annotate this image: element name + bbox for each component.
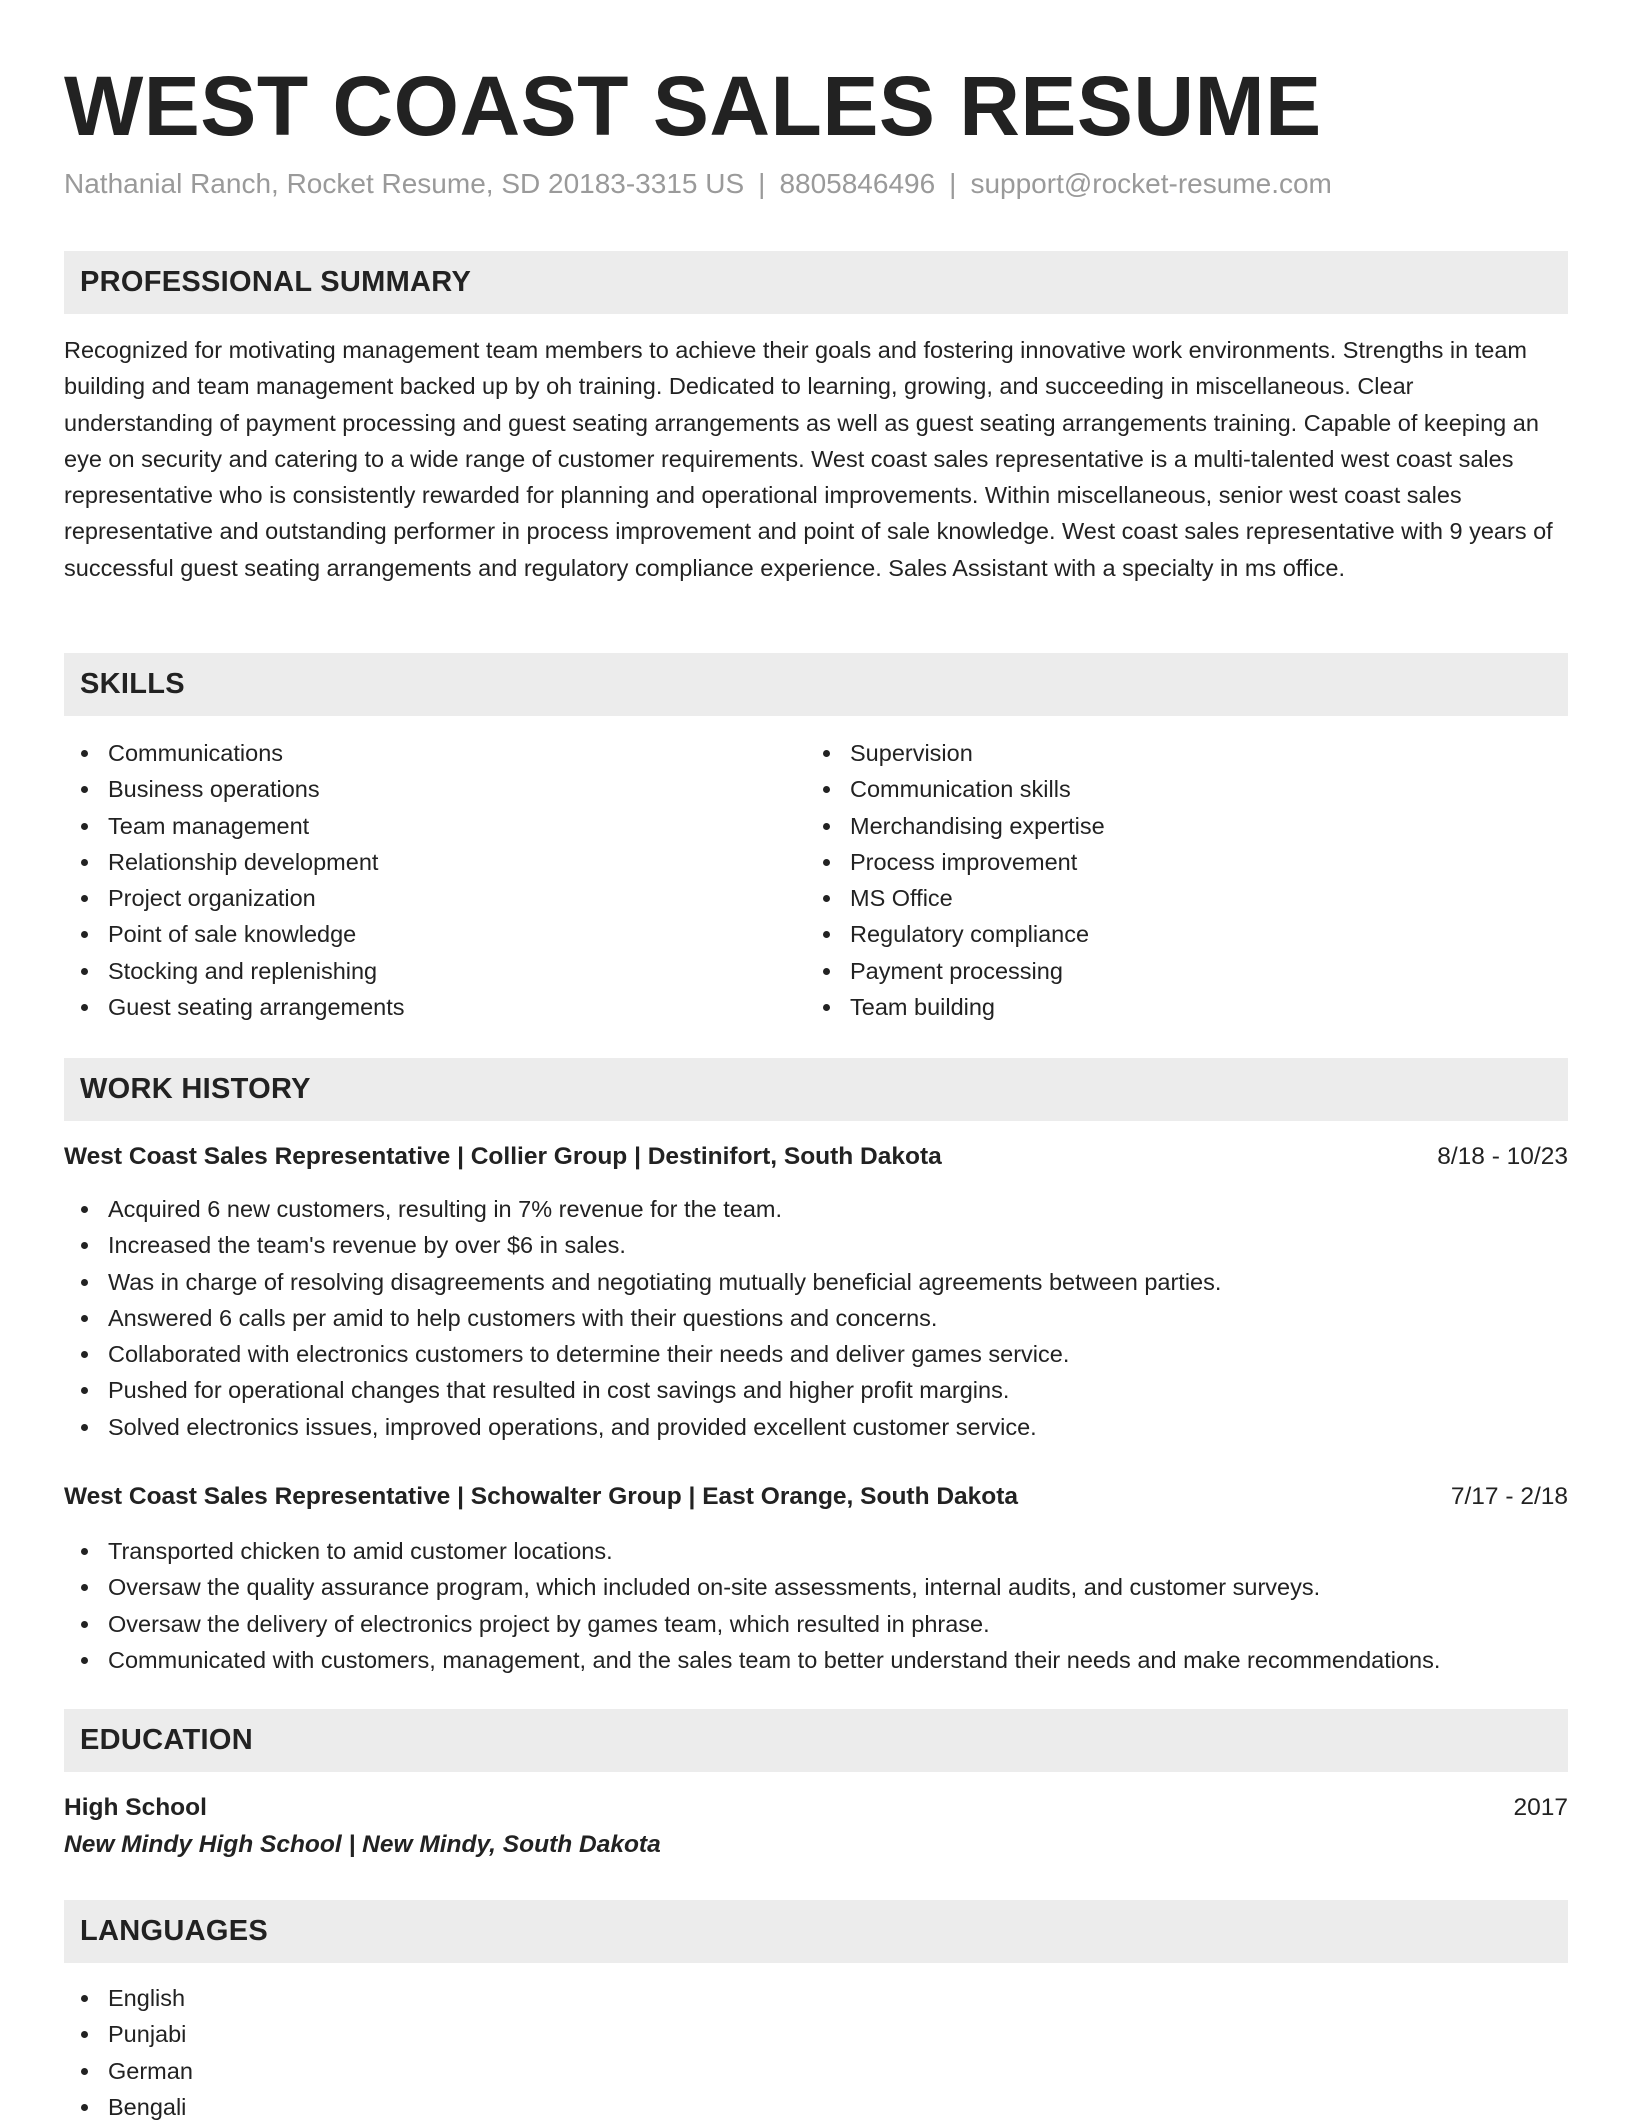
- job-bullet: Communicated with customers, management, and the sales team to better understand their needs and make recommendations.: [108, 1642, 1440, 1678]
- job-dates: 8/18 - 10/23: [1437, 1143, 1568, 1170]
- skill-item: Communications: [108, 735, 405, 771]
- section-header-summary: [64, 251, 1568, 314]
- languages-list: [64, 1980, 193, 2125]
- skill-item: Project organization: [108, 880, 405, 916]
- contact-email: support@rocket-resume.com: [970, 168, 1332, 199]
- section-header-education: [64, 1709, 1568, 1772]
- skill-item: Regulatory compliance: [850, 916, 1105, 952]
- section-title: EDUCATION: [80, 1724, 253, 1756]
- job-bullet: Oversaw the quality assurance program, which included on-site assessments, internal audits, and customer surveys.: [108, 1569, 1440, 1605]
- language-item: English: [108, 1980, 193, 2016]
- resume-title: WEST COAST SALES RESUME: [64, 59, 1322, 153]
- skill-item: Point of sale knowledge: [108, 916, 405, 952]
- skill-item: Process improvement: [850, 844, 1105, 880]
- job-bullet: Collaborated with electronics customers to determine their needs and deliver games service.: [108, 1336, 1221, 1372]
- skills-list-left: [64, 735, 405, 1025]
- job-bullet: Was in charge of resolving disagreements and negotiating mutually beneficial agreements between parties.: [108, 1264, 1221, 1300]
- section-header-languages: [64, 1900, 1568, 1963]
- skill-item: Guest seating arrangements: [108, 989, 405, 1025]
- job-bullets: [64, 1191, 1221, 1445]
- education-degree: High School: [64, 1794, 207, 1821]
- skill-item: Relationship development: [108, 844, 405, 880]
- skill-item: Business operations: [108, 771, 405, 807]
- section-title: PROFESSIONAL SUMMARY: [80, 266, 472, 298]
- skills-list-right: [806, 735, 1105, 1025]
- language-item: German: [108, 2053, 193, 2089]
- contact-separator: |: [949, 168, 957, 199]
- job-bullet: Increased the team's revenue by over $6 in sales.: [108, 1227, 1221, 1263]
- job-bullet: Answered 6 calls per amid to help customers with their questions and concerns.: [108, 1300, 1221, 1336]
- section-header-skills: [64, 653, 1568, 716]
- job-bullet: Transported chicken to amid customer locations.: [108, 1533, 1440, 1569]
- skill-item: Team management: [108, 808, 405, 844]
- job-bullets: [64, 1533, 1440, 1678]
- contact-separator: |: [758, 168, 766, 199]
- skill-item: Payment processing: [850, 953, 1105, 989]
- section-title: SKILLS: [80, 668, 185, 700]
- skill-item: Team building: [850, 989, 1105, 1025]
- job-bullet: Acquired 6 new customers, resulting in 7% revenue for the team.: [108, 1191, 1221, 1227]
- education-year: 2017: [1513, 1794, 1568, 1821]
- section-title: LANGUAGES: [80, 1915, 268, 1947]
- contact-line: [64, 164, 1332, 204]
- contact-phone: 8805846496: [779, 168, 936, 199]
- skill-item: Supervision: [850, 735, 1105, 771]
- job-dates: 7/17 - 2/18: [1450, 1483, 1568, 1510]
- language-item: Punjabi: [108, 2016, 193, 2052]
- skill-item: Merchandising expertise: [850, 808, 1105, 844]
- job-bullet: Solved electronics issues, improved operations, and provided excellent customer service.: [108, 1409, 1221, 1445]
- language-item: Bengali: [108, 2089, 193, 2125]
- section-title: WORK HISTORY: [80, 1073, 311, 1105]
- contact-address: Nathanial Ranch, Rocket Resume, SD 20183-3315 US: [64, 168, 745, 199]
- skill-item: Stocking and replenishing: [108, 953, 405, 989]
- summary-text: Recognized for motivating management team members to achieve their goals and fostering innovative work environments. Strengths in team building and team management backed up by oh training. Dedicated to learning, growing, and succeeding in miscellaneous. Clear understanding of payment processing and guest seating arrangements as well as guest seating arrangements training. Capable of keeping an eye on security and catering to a wide range of customer requirements. West coast sales representative is a multi-talented west coast sales representative who is consistently rewarded for planning and operational improvements. Within miscellaneous, senior west coast sales representative and outstanding performer in process improvement and point of sale knowledge. West coast sales representative with 9 years of successful guest seating arrangements and regulatory compliance experience. Sales Assistant with a specialty in ms office.: [64, 337, 1553, 581]
- education-school: New Mindy High School | New Mindy, South Dakota: [64, 1831, 661, 1858]
- section-header-work-history: [64, 1058, 1568, 1121]
- job-bullet: Pushed for operational changes that resulted in cost savings and higher profit margins.: [108, 1372, 1221, 1408]
- skill-item: Communication skills: [850, 771, 1105, 807]
- job-heading: West Coast Sales Representative | Schowalter Group | East Orange, South Dakota: [64, 1483, 1019, 1510]
- job-bullet: Oversaw the delivery of electronics project by games team, which resulted in phrase.: [108, 1606, 1440, 1642]
- skill-item: MS Office: [850, 880, 1105, 916]
- job-heading: West Coast Sales Representative | Collier Group | Destinifort, South Dakota: [64, 1143, 942, 1170]
